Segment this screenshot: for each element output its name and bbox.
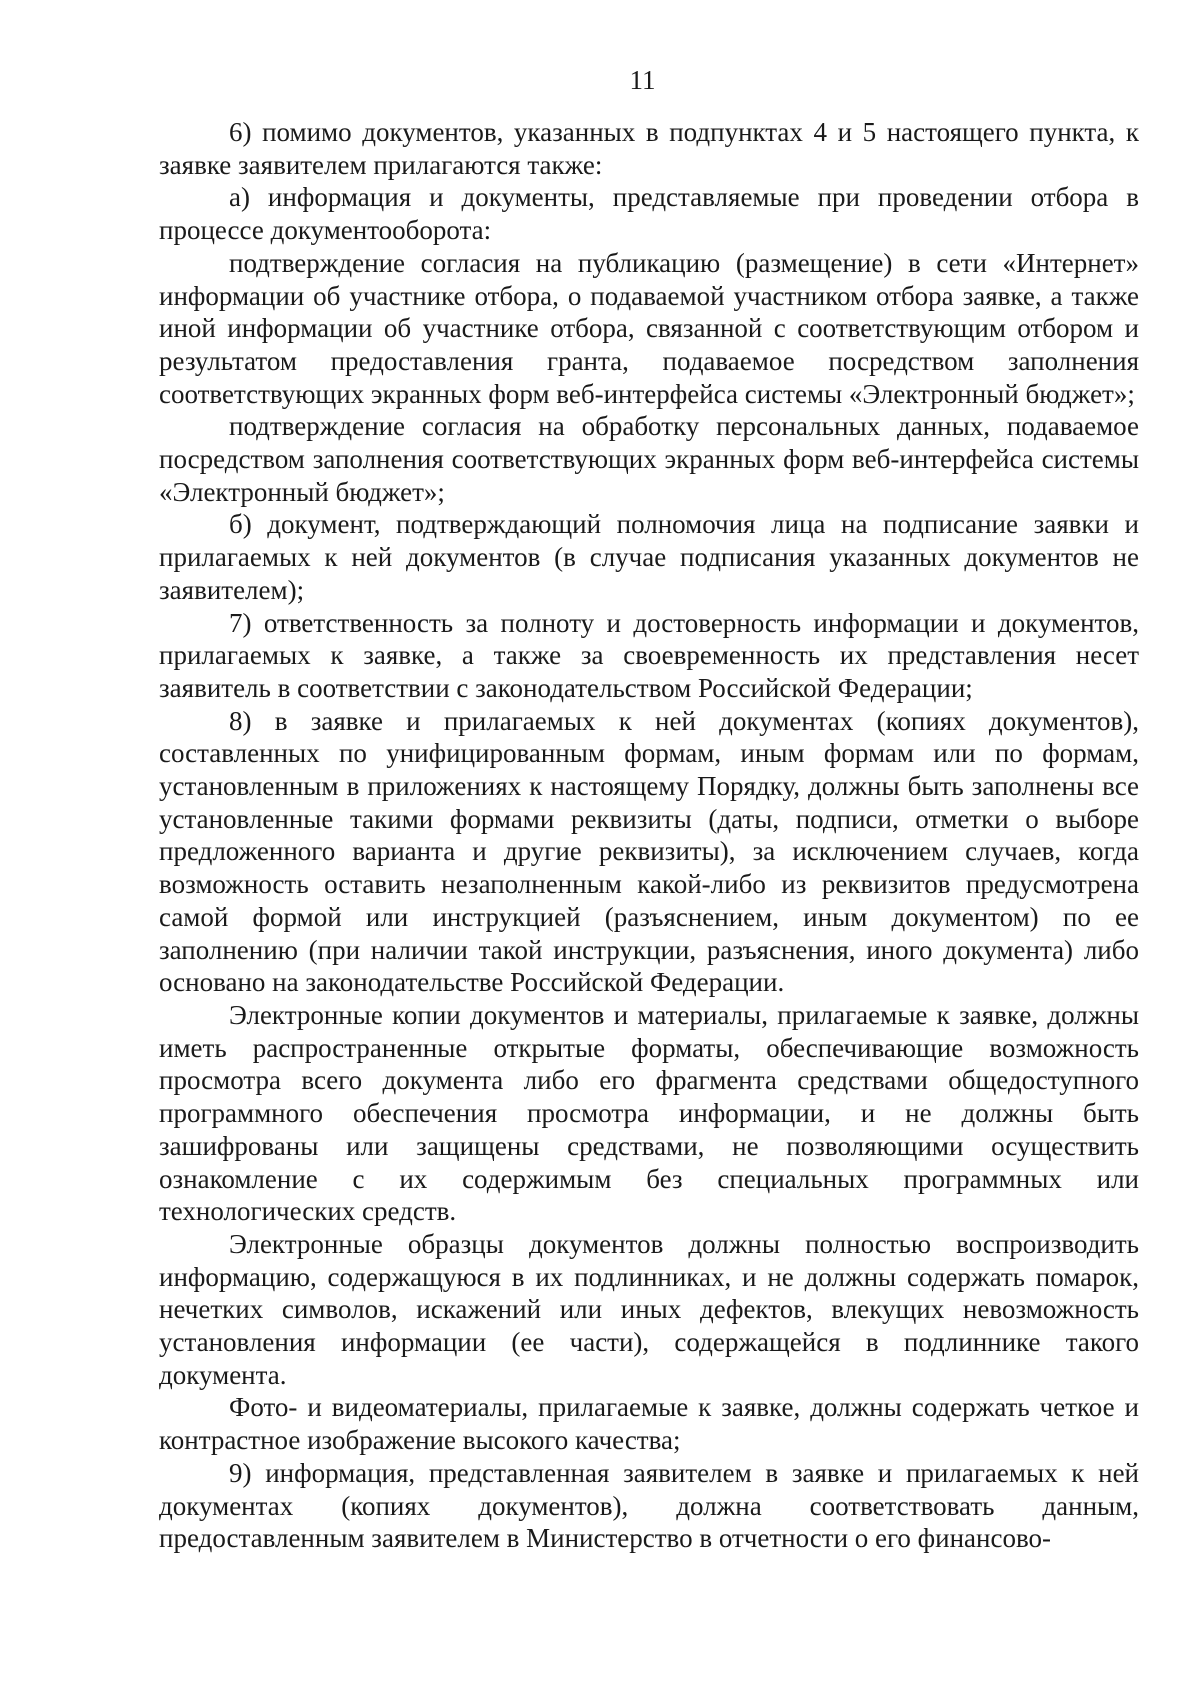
page-number: 11	[629, 65, 656, 95]
paragraph-photo-video: Фото- и видеоматериалы, прилагаемые к заявке, должны содержать четкое и контрастное изображение высокого качества;	[159, 1392, 1139, 1456]
paragraph-electronic-samples: Электронные образцы документов должны полностью воспроизводить информацию, содержащуюся в их подлинниках, и не должны содержать помарок, нечетких символов, искажений или иных дефектов, влекущих невозможность установления информации (ее части), содержащейся в подлиннике такого документа.	[159, 1228, 1139, 1390]
paragraph-subitem-a: а) информация и документы, представляемые при проведении отбора в процессе документооборота:	[159, 182, 1139, 246]
paragraph-subitem-b: б) документ, подтверждающий полномочия лица на подписание заявки и прилагаемых к ней документов (в случае подписания указанных документов не заявителем);	[159, 509, 1139, 605]
paragraph-personal-data-consent: подтверждение согласия на обработку персональных данных, подаваемое посредством заполнения соответствующих экранных форм веб-интерфейса системы «Электронный бюджет»;	[159, 411, 1139, 507]
document-body	[159, 116, 1139, 1555]
paragraph-item-9: 9) информация, представленная заявителем в заявке и прилагаемых к ней документах (копиях документов), должна соответствовать данным, предоставленным заявителем в Министерство в отчетности о его финансово-	[159, 1457, 1139, 1554]
paragraph-item-6: 6) помимо документов, указанных в подпунктах 4 и 5 настоящего пункта, к заявке заявителем прилагаются также:	[159, 117, 1139, 180]
paragraph-item-8: 8) в заявке и прилагаемых к ней документах (копиях документов), составленных по унифицированным формам, иным формам или по формам, установленным в приложениях к настоящему Порядку, должны быть заполнены все установленные такими формами реквизиты (даты, подписи, отметки о выборе предложенного варианта и другие реквизиты), за исключением случаев, когда возможность оставить незаполненным какой-либо из реквизитов предусмотрена самой формой или инструкцией (разъяснением, иным документом) по ее заполнению (при наличии такой инструкции, разъяснения, иного документа) либо основано на законодательстве Российской Федерации.	[159, 705, 1139, 998]
paragraph-electronic-copies: Электронные копии документов и материалы, прилагаемые к заявке, должны иметь распространенные открытые форматы, обеспечивающие возможность просмотра всего документа либо его фрагмента средствами общедоступного программного обеспечения просмотра информации, и не должны быть зашифрованы или защищены средствами, не позволяющими осуществить ознакомление с их содержимым без специальных программных или технологических средств.	[159, 999, 1139, 1227]
paragraph-item-7: 7) ответственность за полноту и достоверность информации и документов, прилагаемых к заявке, а также за своевременность их представления несет заявитель в соответствии с законодательством Российской Федерации;	[159, 607, 1139, 703]
paragraph-publication-consent: подтверждение согласия на публикацию (размещение) в сети «Интернет» информации об участнике отбора, о подаваемой участником отбора заявке, а также иной информации об участнике отбора, связанной с соответствующим отбором и результатом предоставления гранта, подаваемое посредством заполнения соответствующих экранных форм веб-интерфейса системы «Электронный бюджет»;	[159, 247, 1139, 409]
